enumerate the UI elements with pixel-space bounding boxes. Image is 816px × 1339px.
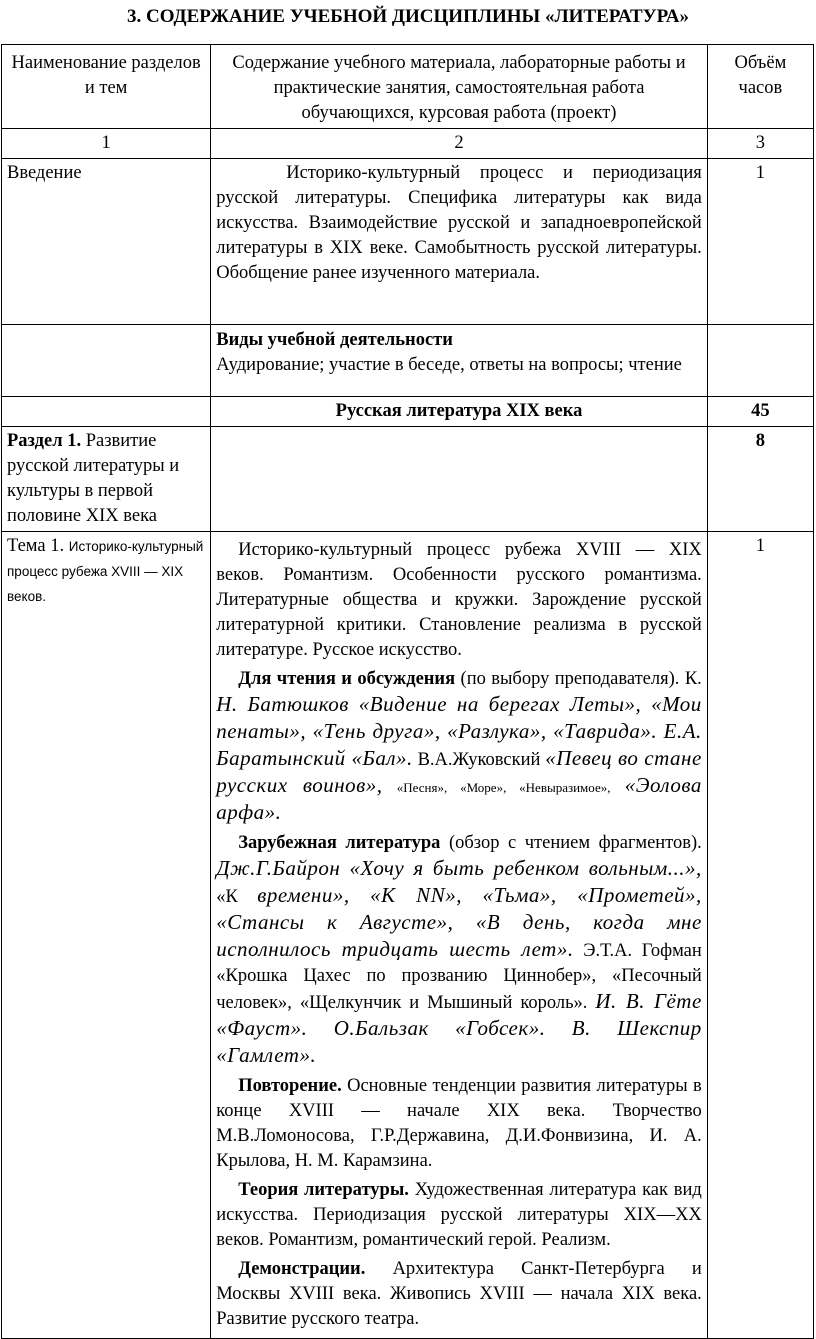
reading-works-3: «Песня», «Море», «Невыразимое», xyxy=(396,780,611,795)
topic-row xyxy=(2,532,814,1339)
intro-content-text: Историко-культурный процесс и периодизация русской литературы. Специфика литературы как вида искусства. Взаимодействие русской и западноевропейской литературы в XIX веке. Самобытность русской литературы. Обобщение ранее изученного материала. xyxy=(216,163,702,283)
block-empty xyxy=(2,397,211,427)
section-hours: 8 xyxy=(707,427,813,532)
theory-label: Теория литературы. xyxy=(238,1180,409,1200)
review-label: Повторение. xyxy=(238,1076,342,1096)
theory-text: Художественная литература как вид искусства. Периодизация русской литературы XIX—XX веков. Романтизм, романтический герой. Реализм. xyxy=(216,1180,702,1250)
review-text: Основные тенденции развития литературы в конце XVIII — начале XIX века. Творчество М.В.Ломоносова, Г.Р.Державина, Д.И.Фонвизина, И. А. Крылова, Н. М. Карамзина. xyxy=(216,1076,702,1171)
header-content xyxy=(211,45,708,129)
section-prefix: Раздел 1. xyxy=(7,431,82,451)
block-row xyxy=(2,397,814,427)
column-number-2: 2 xyxy=(211,129,708,159)
header-hours-label: Объём часов xyxy=(734,53,787,98)
reading-author-zhukovsky: В.А.Жуковский xyxy=(417,750,541,770)
header-sections xyxy=(2,45,211,129)
column-number-1: 1 xyxy=(2,129,211,159)
reading-works-1: Н. Батюшков «Видение на берегах Леты», «Мои пенаты», «Тень друга», «Разлука», «Таврида». Е.А. Баратынский «Бал». xyxy=(216,692,702,770)
foreign-works-3: времени», «К NN», «Тьма», «Прометей», «Стансы к Августе», «В день, когда мне исполнилось тридцать шесть лет». xyxy=(216,883,702,961)
reading-label: Для чтения и обсуждения xyxy=(238,669,456,689)
foreign-works-1: Дж.Г.Байрон «Хочу я быть ребенком вольным...», xyxy=(216,856,702,880)
intro-name: Введение xyxy=(2,159,211,325)
page-title: 3. СОДЕРЖАНИЕ УЧЕБНОЙ ДИСЦИПЛИНЫ «ЛИТЕРАТУРА» xyxy=(127,6,689,27)
block-hours: 45 xyxy=(707,397,813,427)
section-title: Развитие русской литературы и культуры в первой половине XIX века xyxy=(7,431,180,526)
topic-paragraph-foreign xyxy=(216,831,702,1070)
intro-row xyxy=(2,159,814,325)
topic-hours: 1 xyxy=(707,532,813,1339)
section-name xyxy=(2,427,211,532)
topic-paragraph-review xyxy=(216,1074,702,1174)
intro-activities-row xyxy=(2,325,814,397)
header-content-label: Содержание учебного материала, лабораторные работы и практические занятия, самостоятельная работа обучающихся, курсовая работа (проект) xyxy=(232,53,686,123)
topic-prefix: Тема 1. xyxy=(7,536,65,556)
topic-paragraph-reading xyxy=(216,667,702,827)
header-hours xyxy=(707,45,813,129)
section-row xyxy=(2,427,814,532)
reading-note: (по выбору преподавателя). К. xyxy=(460,669,702,689)
intro-hours: 1 xyxy=(707,159,813,325)
topic-paragraph-demo xyxy=(216,1257,702,1332)
intro-activities-hours-empty xyxy=(707,325,813,397)
topic-paragraph-theory xyxy=(216,1178,702,1253)
header-row xyxy=(2,45,814,129)
intro-content xyxy=(211,159,708,325)
topic-content xyxy=(211,532,708,1339)
topic-title: Историко-культурный процесс рубежа XVIII — XIX веков. xyxy=(7,539,204,604)
activities-heading: Виды учебной деятельности xyxy=(216,330,453,350)
foreign-works-4: Э.Т.А. Гофман «Крошка Цахес по прозванию Циннобер», «Песочный человек», «Щелкунчик и Мышиный король». xyxy=(216,941,702,1013)
intro-activities-empty xyxy=(2,325,211,397)
activities-text: Аудирование; участие в беседе, ответы на вопросы; чтение xyxy=(216,355,682,375)
syllabus-table xyxy=(1,44,814,1339)
header-sections-label: Наименование разделов и тем xyxy=(11,53,201,98)
foreign-works-2: «К xyxy=(216,887,238,907)
column-number-3: 3 xyxy=(707,129,813,159)
demo-label: Демонстрации. xyxy=(238,1259,366,1279)
intro-activities xyxy=(211,325,708,397)
topic-paragraph-history: Историко-культурный процесс рубежа XVIII — XIX веков. Романтизм. Особенности русского романтизма. Литературные общества и кружки. Зарождение русской литературной критики. Становление реализма в русской литературе. Русское искусство. xyxy=(216,540,702,660)
reading-works-2: «Певец во стане русских воинов», xyxy=(216,746,702,797)
foreign-works-5: И. В. Гёте «Фауст». О.Бальзак «Гобсек». В. Шекспир «Гамлет». xyxy=(216,989,702,1067)
foreign-label: Зарубежная литература xyxy=(238,833,441,853)
foreign-note: (обзор с чтением фрагментов). xyxy=(448,833,702,853)
topic-name xyxy=(2,532,211,1339)
reading-works-4: «Эолова арфа». xyxy=(216,773,702,824)
demo-text: Архитектура Санкт-Петербурга и Москвы XVIII века. Живопись XVIII — начала XIX века. Развитие русского театра. xyxy=(216,1259,702,1329)
section-content-empty xyxy=(211,427,708,532)
block-title: Русская литература XIX века xyxy=(211,397,708,427)
column-number-row xyxy=(2,129,814,159)
